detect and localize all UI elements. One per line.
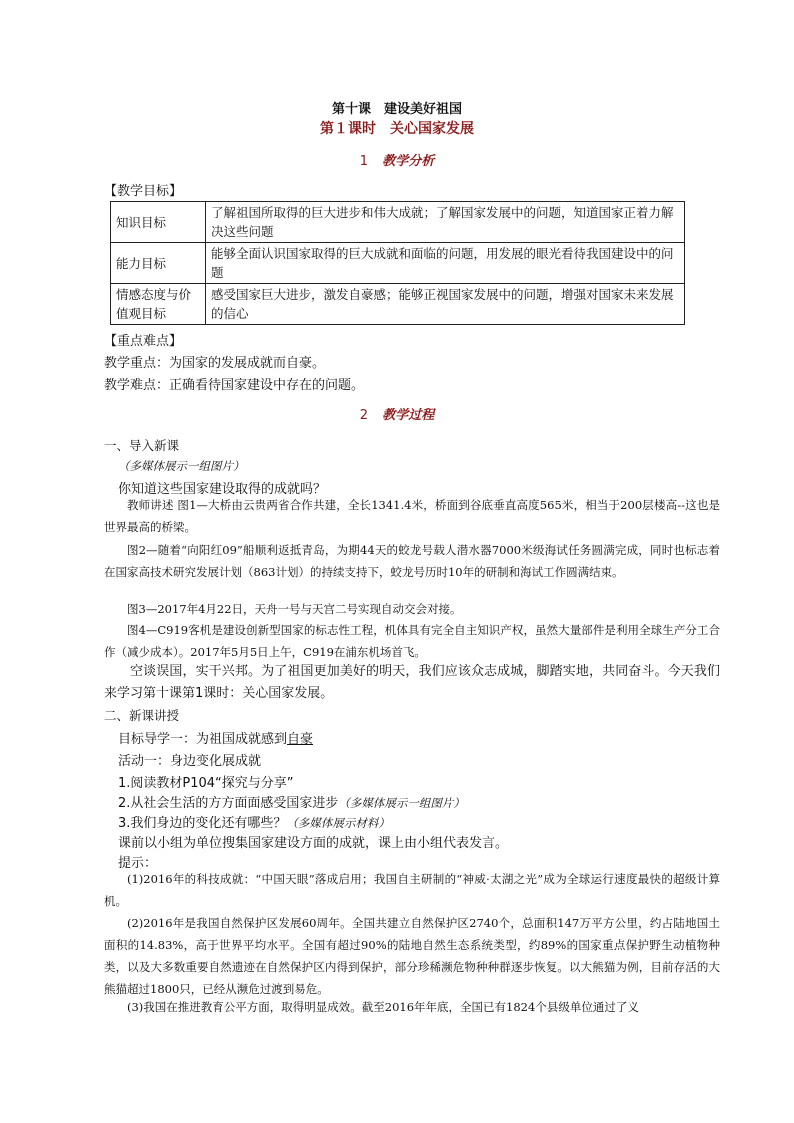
step-text: 2.从社会生活的方方面面感受国家进步 — [118, 796, 339, 811]
teaching-goals-table — [110, 201, 685, 325]
guide-goal-1 — [118, 728, 313, 747]
hint-1-paragraph: (1)2016年的科技成就：“中国天眼”落成启用；我国自主研制的“神威·太湖之光”成为全球运行速度最快的超级计算机。 — [104, 872, 720, 908]
group-task: 课前以小组为单位搜集国家建设方面的成就，课上由小组代表发言。 — [118, 836, 509, 851]
media-note: （多媒体展示一组图片） — [118, 459, 245, 473]
section-label: 教学过程 — [382, 408, 435, 423]
table-row — [111, 202, 685, 243]
part1-heading: 一、导入新课 — [104, 438, 180, 453]
difficult-point: 教学难点：正确看待国家建设中存在的问题。 — [104, 378, 365, 393]
hint-3-paragraph: (3)我国在推进教育公平方面，取得明显成效。截至2016年年底，全国已有1824个县级单位通过了义 — [127, 1000, 639, 1014]
hint-2-paragraph: (2)2016年是我国自然保护区发展60周年。全国共建立自然保护区2740个，总面积147万平方公里，约占陆地国土面积的14.83%，高于世界平均水平。全国有超过90%的陆地自然生态系统类型，约89%的国家重点保护野生动植物种类，以及大多数重要自然遗迹在自然保护区内得到保护，部分珍稀濒危物种种群逐步恢复。以大熊猫为例，目前存活的大熊猫超过1800只，已经从濒危过渡到易危。 — [104, 916, 720, 996]
picture3-paragraph: 图3—2017年4月22日，天舟一号与天宫二号实现自动交会对接。 — [127, 602, 462, 616]
key-points-heading: 【重点难点】 — [104, 334, 183, 349]
goal-name: 知识目标 — [111, 202, 206, 243]
section-heading-analysis — [0, 150, 794, 169]
goal-desc: 了解祖国所取得的巨大进步和伟大成就；了解国家发展中的问题，知道国家正着力解决这些问题 — [206, 202, 685, 243]
step-2 — [118, 792, 465, 811]
lesson-subtitle: 第１课时 关心国家发展 — [320, 121, 474, 137]
table-row — [111, 243, 685, 284]
picture4-paragraph: 图4—C919客机是建设创新型国家的标志性工程，机体具有完全自主知识产权，虽然大量部件是利用全球生产分工合作（减少成本）。2017年5月5日上午，C919在浦东机场首飞。 — [104, 623, 720, 659]
section-number: 1 — [359, 154, 369, 169]
media-note: （多媒体展示材料） — [286, 816, 390, 830]
section-label: 教学分析 — [382, 154, 435, 169]
section-number: 2 — [359, 408, 369, 423]
question-text: 你知道这些国家建设取得的成就吗？ — [118, 482, 327, 497]
activity-1: 活动一：身边变化展成就 — [118, 754, 262, 769]
goal-name: 情感态度与价值观目标 — [111, 284, 206, 325]
step-1: 1.阅读教材P104“探究与分享” — [118, 776, 294, 791]
key-point: 教学重点：为国家的发展成就而自豪。 — [104, 356, 326, 371]
hint-label: 提示： — [118, 856, 158, 871]
step-3 — [118, 812, 390, 831]
goal-desc: 感受国家巨大进步，激发自豪感；能够正视国家发展中的问题，增强对国家未来发展的信心 — [206, 284, 685, 325]
guide-goal-emphasis: 自豪 — [287, 732, 314, 747]
guide-goal-text: 目标导学一：为祖国成就感到 — [118, 732, 288, 747]
intro-closing-paragraph: 空谈误国，实干兴邦。为了祖国更加美好的明天，我们应该众志成城，脚踏实地，共同奋斗。今天我们来学习第十课第1课时：关心国家发展。 — [104, 664, 720, 701]
part2-heading: 二、新课讲授 — [104, 708, 180, 723]
goal-name: 能力目标 — [111, 243, 206, 284]
step-text: 3.我们身边的变化还有哪些？ — [118, 816, 287, 831]
goal-desc: 能够全面认识国家取得的巨大成就和面临的问题，用发展的眼光看待我国建设中的问题 — [206, 243, 685, 284]
teacher-talk-paragraph: 教师讲述 图1—大桥由云贵两省合作共建，全长1341.4米，桥面到谷底垂直高度565米，相当于200层楼高--这也是世界最高的桥梁。 — [104, 498, 720, 534]
goals-heading: 【教学目标】 — [104, 184, 183, 199]
lesson-title: 第十课 建设美好祖国 — [331, 102, 462, 117]
media-note: （多媒体展示一组图片） — [338, 796, 465, 810]
picture2-paragraph: 图2—随着“向阳红09”船顺利返抵青岛，为期44天的蛟龙号载人潜水器7000米级海试任务圆满完成，同时也标志着在国家高技术研究发展计划（863计划）的持续支持下，蛟龙号历时10年的研制和海试工作圆满结束。 — [104, 543, 720, 579]
section-heading-process — [0, 404, 794, 423]
table-row — [111, 284, 685, 325]
